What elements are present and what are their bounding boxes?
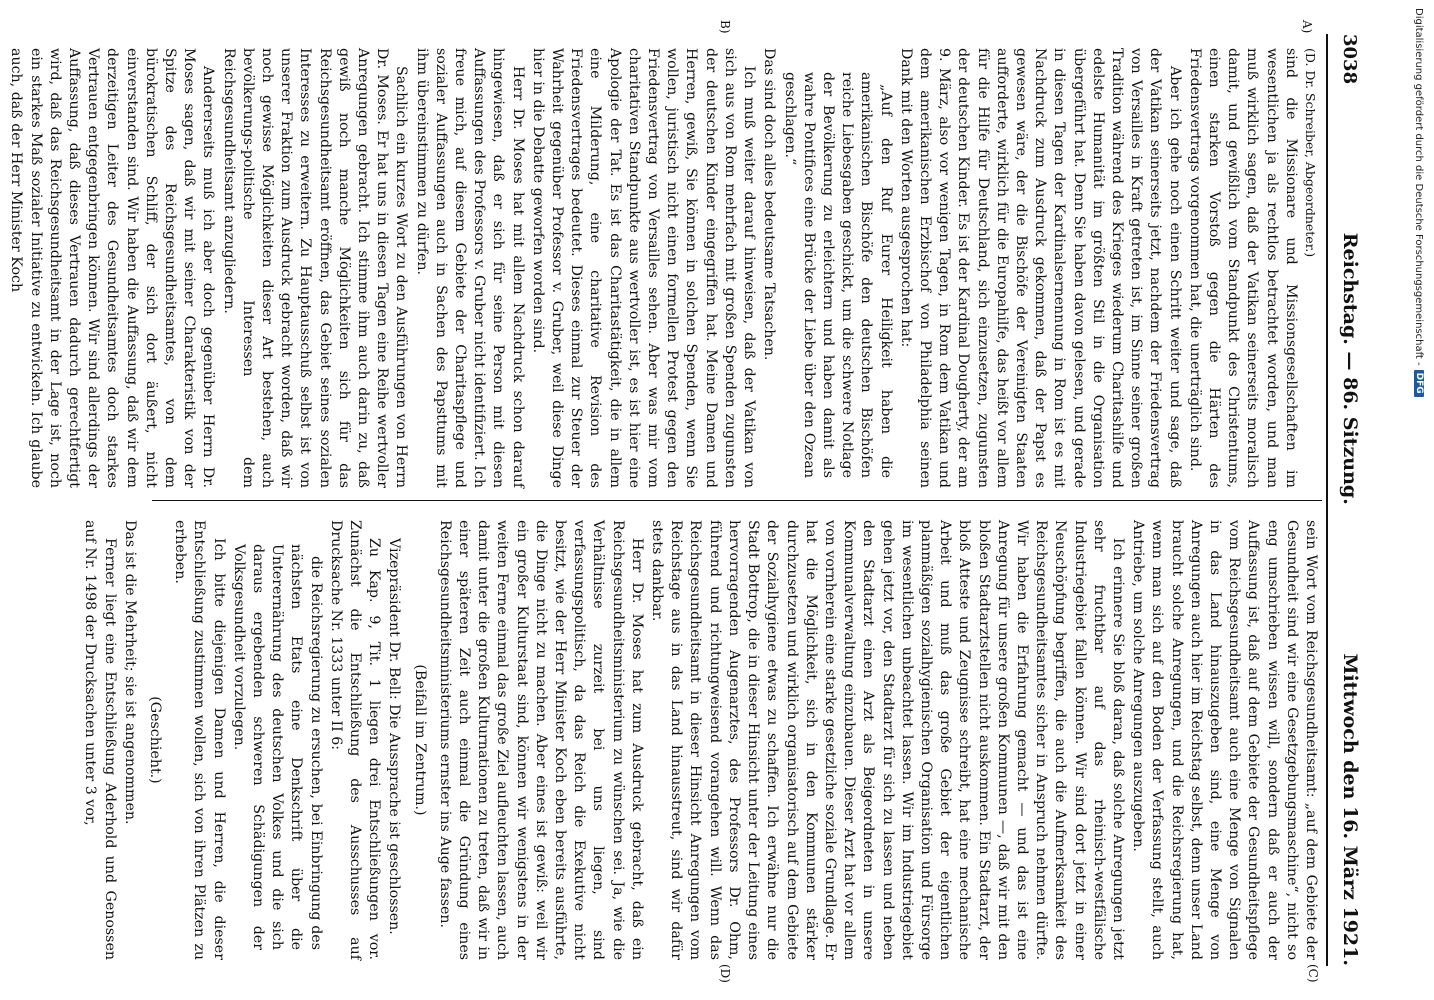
paragraph: Sachlich ein kurzes Wort zu den Ausführungen von Herrn Dr. Moses. Er hat uns in diesen Tagen eine Reihe wertvoller Anregungen gebracht. Ich stimme ihm auch darin zu, daß gewiß noch manche Möglichkeiten sich für das Reichsgesundheitsamt eröffnen, das Gebiet seines sozialen Interesses zu erweitern. Zu Hauptausschuß selbst ist von unserer Fraktion zum Ausdruck gebracht worden, daß wir noch gewisse Möglichkeiten dieser Art bestehen, auch bevölkerungs-politische Interessen dem Reichsgesundheitsamt anzugliedern. <box>220 48 410 488</box>
paragraph: sein Wort vom Reichsgesundheitsamt: „auf dem Gebiete der Gesundheit sind wir eine Gesetzgebungsmaschine“, nicht so eng umschrieben wissen will, sondern daß er auch der Auffassung ist, daß auf dem Gebiete der Gesundheitspflege vom Reichsgesundheitsamt auch eine Menge von Signalen in das Land hinauszugeben sind, eine Menge von Anregungen auch hier im Reichstag selbst, denn unser Land braucht solche Anregungen, und die Reichsregierung hat, wenn man sich auf den Boden der Verfassung stellt, auch Antriebe, um solche Anregungen auszugeben. <box>1130 520 1319 960</box>
speaker-line: (D. Dr. Schreiber, Abgeordneter.) <box>1303 48 1318 258</box>
applause-note: (Beifall im Zentrum.) <box>411 664 428 816</box>
paragraph: Herr Dr. Moses hat zum Ausdruck gebracht, daß ein Reichsgesundheitsministerium zu wünschen sei. Ja, wie die Verhältnisse zurzeit bei uns liegen, sind verfassungspolitisch, da das Reich die Exekutive nicht besitzt, wie der Herr Minister Koch eben bereits ausführte, die Dinge nicht zu machen. Aber eines ist gewiß: weil wir ein großer Kulturstaat sind, können wir wenigstens in der weiten Ferne einmal das große Ziel aufleuchten lassen, auch damit unter die großen Kulturnationen zu treten, daß wir in einer späteren Zeit auch einmal die Gründung eines Reichsgesundheitsministeriums ernster ins Auge fassen. <box>436 520 645 960</box>
margin-mark-b: B) <box>718 20 732 34</box>
paragraph: sind die Missionare und Missionsgesellschaften im wesentlichen ja als rechtlos betrachtet worden, und man muß wirklich sagen, daß der Vatikan seinerseits moralisch damit, und gewißlich vom Standpunkt des Christentums, einen starken Vorstoß gegen die Härten des Friedensvertrags vorgenommen hat, die unerträglich sind. <box>1186 48 1299 488</box>
page-number: 3038 <box>1339 34 1361 85</box>
resolution-text: die Reichsregierung zu ersuchen, bei Einbringung des nächsten Etats eine Denkschrift über die Unterernährung des deutschen Volkes und die sich daraus ergebenden schweren Schädigungen der Volksgesundheit vorzulegen. <box>230 544 324 950</box>
page-header <box>1332 34 1368 966</box>
header-divider <box>1326 34 1328 966</box>
left-column <box>5 48 1320 488</box>
quotation: „Auf den Ruf Eurer Heiligkeit haben die amerikanischen Bischöfe den deutschen Bischöfen reiche Liebesgaben geschickt, um die schwere Notlage der Bevölkerung zu erleichtern und haben damit als wahre Pontifices eine Brücke der Liebe über den Ozean geschlagen.“ <box>781 72 894 478</box>
paragraph: Ich muß weiter darauf hinweisen, daß der Vatikan von sich aus von Rom mehrfach mit großen Spenden zugunsten der deutschen Kinder eingegriffen hat. Meine Damen und Herren, gewiß, Sie können in solchen Spenden, wenn Sie wollen, juristisch nicht einen formellen Protest gegen den Friedensvertrag von Versailles sehen. Aber was mir vom charitativen Standpunkte aus wertvoller ist, es ist hier eine Apologie der Tat. Es ist das Charitastätigkeit, die in allem eine Milderung, eine charitative Revision des Friedensvertrages bedeutet. Dieses einmal zur Steuer der Wahrheit gegenüber Professor v. Gruber, weil diese Dinge hier in die Debatte geworfen worden sind. <box>529 48 758 488</box>
credit-text: Digitalisierung gefördert durch die Deutsche Forschungsgemeinschaft - <box>1413 8 1425 366</box>
dfg-logo: DFG <box>1414 370 1424 397</box>
paragraph: Ich bitte diejenigen Damen und Herren, die dieser Entschließung zustimmen wollen, sich von ihren Plätzen zu erheben. <box>172 520 227 960</box>
margin-mark-d: (D) <box>718 964 732 983</box>
paragraph: Das sind doch alles bedeutsame Tatsachen. <box>761 48 778 361</box>
paragraph: Aber ich gehe noch einen Schritt weiter und sage, daß der Vatikan seinerseits jetzt, nachdem der Friedensvertrag von Versailles in Kraft getreten ist, im Sinne seiner großen Tradition während des Krieges wiederum Charitashilfe und edelste Humanität im größten Stil in die Organisation übergeführt hat. Denn Sie haben davon gelesen, und gerade in diesen Tagen der Kardinalsernennung in Rom ist es mit Nachdruck zum Ausdruck gekommen, daß der Papst es gewesen wäre, der die Bischöfe der Vereinigten Staaten aufforderte, wirklich für die Europahilfe, das heißt vor allem für die Hilfe für Deutschland, sich einzusetzen, zugunsten der deutschen Kinder. Es ist der Kardinal Dougherty, der am 9. März, also vor wenigen Tagen, in Rom dem Vatikan und dem amerikanischen Erzbischof von Philadelphia seinen Dank mit den Worten ausgesprochen hat: <box>897 48 1183 488</box>
margin-mark-c: (C) <box>1306 964 1320 983</box>
right-column <box>79 520 1320 960</box>
paragraph: Ich erinnere Sie bloß daran, daß solche Anregungen jetzt sehr fruchtbar auf das rheinisch-westfälische Industriegebiet fallen können. Wir sind dort jetzt in einer Neuschöpfung begriffen, die auch die Aufmerksamkeit des Reichsgesundheitsamtes sicher in Anspruch nehmen dürfte. Wir haben die Erfahrung gemacht — und das ist eine Anregung für unsere großen Kommunen —, daß wir mit den bloßen Stadtarztstellen nicht auskommen. Ein Stadtarzt, der bloß Atteste und Zeugnisse schreibt, hat eine mechanische Arbeit und muß das große Gebiet der eigentlichen planmäßigen sozialhygienischen Organisation und Fürsorge im wesentlichen unbeachtet lassen. Wir im Industriegebiet gehen jetzt vor, den Stadtarzt für sich zu lassen und neben den Stadtarzt einen Arzt als Beigeordneten in unsere Kommunalverwaltung einzubauen. Dieser Arzt hat vor allem von vornherein eine starke gesetzliche soziale Grundlage. Er hat die Möglichkeit, sich in den Kommunen stärker durchzusetzen und wirklich organisatorisch auf dem Gebiete der Sozialhygiene etwas zu schaffen. Ich erwähne nur die Stadt Bottrop, die in dieser Hinsicht unter der Leitung eines hervorragenden Augenarztes, des Professors Dr. Ohm, führend und richtungweisend vorangehen will. Wenn das Reichsgesundheitsamt in dieser Hinsicht Anregungen vom Reichstage aus in das Land hinausstreut, sind wir dafür stets dankbar. <box>649 520 1126 960</box>
paragraph: Zu Kap. 9, Tit. 1 liegen drei Entschließungen vor. Zunächst die Entschließung des Ausschusses auf Drucksache Nr. 1333 unter II 6: <box>327 520 383 960</box>
margin-mark-a: A) <box>1300 20 1314 34</box>
digitization-credit <box>1412 8 1426 708</box>
column-divider <box>152 500 1322 501</box>
vice-president-remark: Vizepräsident Dr. Bell: Die Aussprache ist geschlossen. <box>386 538 403 935</box>
document-page <box>8 18 1372 983</box>
paragraph: Andererseits muß ich aber doch gegenüber Herrn Dr. Moses sagen, daß wir mit seiner Charakteristik von der Spitze des Reichsgesundheitsamtes, von dem bürokratischen Schliff, der sich dort äußert, nicht einverstanden sind. Wir haben die Auffassung, daß wir dem derzeitigen Leiter des Gesundheitsamtes doch starkes Vertrauen entgegenbringen können. Wir sind allerdings der Auffassung, daß dieses Vertrauen dadurch gerechtfertigt wird, daß das Reichsgesundheitsamt in der Lage ist, noch ein starkes Maß sozialer Initiative zu entwickeln. Ich glaube auch, daß der Herr Minister Koch <box>8 48 217 488</box>
paragraph: Das ist die Mehrheit; sie ist angenommen. <box>121 520 138 825</box>
paragraph: Herr Dr. Moses hat mit allem Nachdruck schon darauf hingewiesen, daß er sich für seine Person mit diesen Auffassungen des Professors v. Gruber nicht identifiziert. Ich freue mich, auf diesem Gebiete der Charitaspflege und sozialer Auffassungen auch in Sachen des Papsttums mit ihm übereinstimmen zu dürfen. <box>413 48 526 488</box>
paragraph: Ferner liegt eine Entschließung Aderhold und Genossen auf Nr. 1498 der Drucksachen unter 3 vor, <box>82 520 118 960</box>
header-right-title: Mittwoch den 16. März 1921. <box>1339 653 1361 966</box>
header-left-title: Reichstag. — 86. Sitzung. <box>1339 232 1361 505</box>
applause-note: (Geschieht.) <box>147 696 164 784</box>
